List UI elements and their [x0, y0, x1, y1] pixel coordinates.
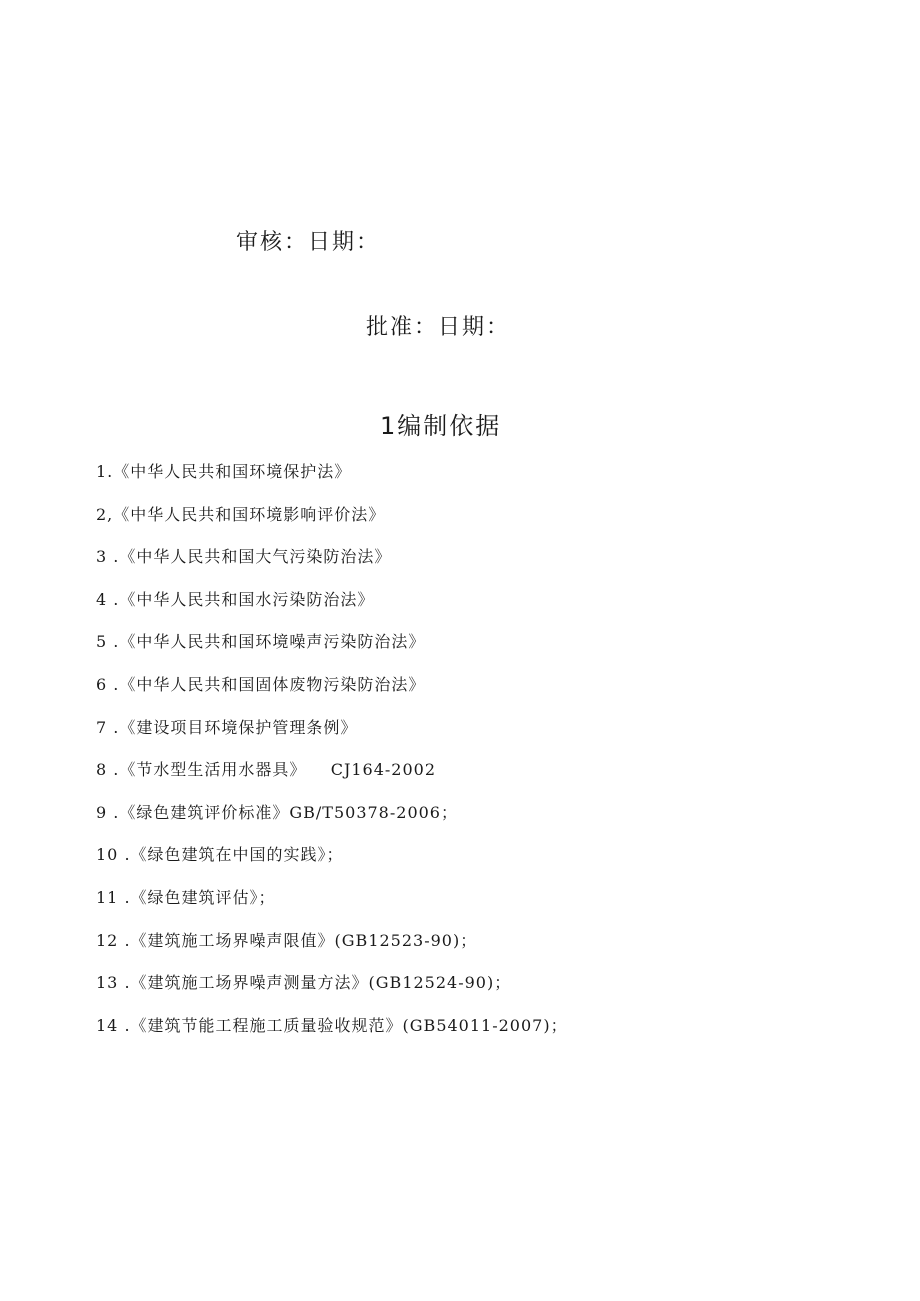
item-number: 13 .	[96, 973, 131, 993]
item-number: 5 .	[96, 632, 120, 652]
item-text: 《中华人民共和国大气污染防治法》	[119, 547, 392, 567]
list-item	[96, 718, 568, 761]
item-text: 《中华人民共和国环境保护法》	[113, 462, 352, 481]
item-text: 《中华人民共和国环境影响评价法》	[113, 504, 386, 524]
item-text: 《中华人民共和国水污染防治法》	[119, 589, 375, 609]
section-heading: 1编制依据	[380, 412, 502, 440]
review-date-label: 审核：日期：	[236, 230, 381, 255]
item-number: 6 .	[96, 674, 120, 694]
item-text: 《节水型生活用水器具》 CJ164-2002	[119, 760, 437, 780]
approve-date-label: 批准：日期：	[366, 315, 511, 340]
item-number: 4 .	[96, 589, 120, 609]
item-number: 11 .	[96, 887, 131, 907]
item-number: 12 .	[96, 930, 131, 950]
item-number: 1.	[96, 462, 114, 481]
item-text: 《中华人民共和国固体废物污染防治法》	[119, 674, 426, 694]
item-text: 《建设项目环境保护管理条例》	[119, 717, 358, 737]
item-text: 《绿色建筑评价标准》GB/T50378-2006；	[119, 802, 458, 822]
item-number: 7 .	[96, 717, 120, 737]
item-number: 2,	[96, 504, 114, 524]
list-item	[96, 931, 568, 974]
item-text: 《绿色建筑在中国的实践》；	[130, 845, 344, 865]
list-item	[96, 845, 568, 888]
item-text: 《建筑施工场界噪声测量方法》(GB12524-90)；	[130, 973, 512, 993]
list-item	[96, 1016, 568, 1059]
list-item	[96, 760, 568, 803]
item-number: 8 .	[96, 760, 120, 780]
item-number: 3 .	[96, 547, 120, 567]
item-number: 9 .	[96, 802, 120, 822]
review-date-line	[236, 232, 380, 254]
item-text: 《建筑节能工程施工质量验收规范》(GB54011-2007)；	[130, 1015, 568, 1035]
list-item	[96, 590, 568, 633]
item-number: 10 .	[96, 845, 131, 865]
list-item	[96, 973, 568, 1016]
item-text: 《中华人民共和国环境噪声污染防治法》	[119, 632, 426, 652]
list-item	[96, 462, 568, 505]
item-number: 14 .	[96, 1015, 131, 1035]
item-text: 《绿色建筑评估》；	[130, 887, 276, 907]
list-item	[96, 888, 568, 931]
basis-list	[96, 462, 568, 1058]
list-item	[96, 675, 568, 718]
approve-date-line	[366, 317, 510, 339]
list-item	[96, 632, 568, 675]
list-item	[96, 505, 568, 548]
list-item	[96, 803, 568, 846]
item-text: 《建筑施工场界噪声限值》(GB12523-90)；	[130, 930, 478, 950]
list-item	[96, 547, 568, 590]
